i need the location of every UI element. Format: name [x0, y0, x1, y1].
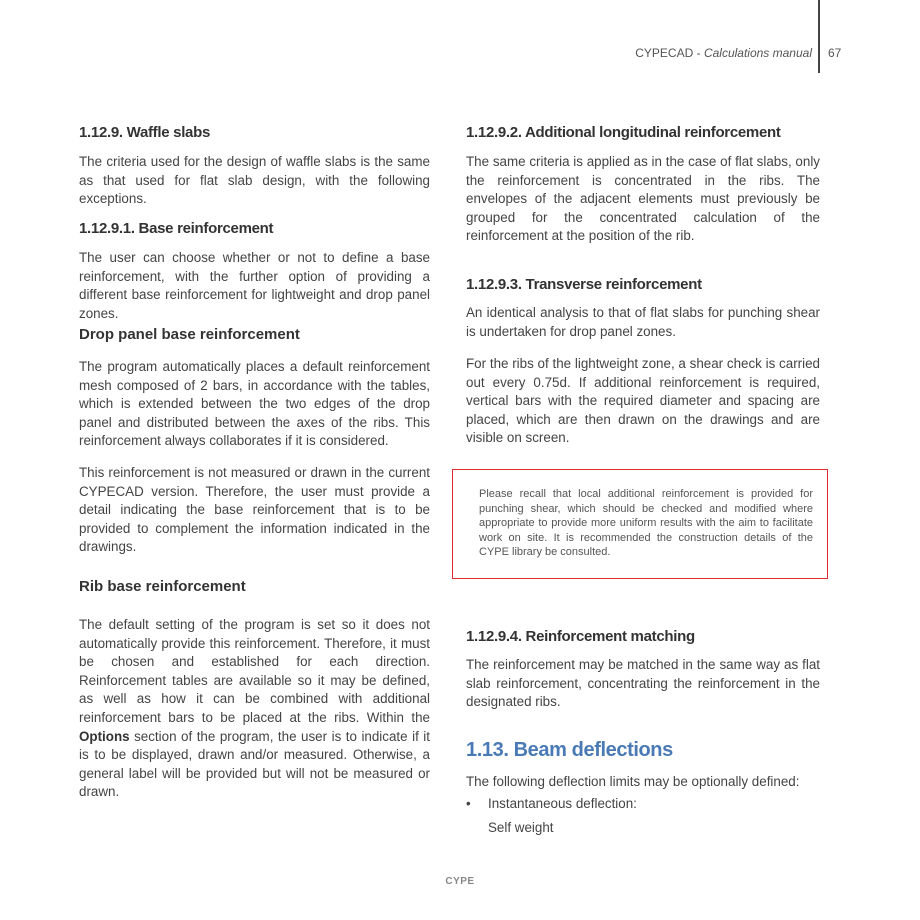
heading-drop-panel: Drop panel base reinforcement — [79, 326, 300, 343]
note-box — [452, 469, 828, 579]
bullet-item: Instantaneous deflection: — [488, 796, 637, 811]
paragraph: The same criteria is applied as in the case of flat slabs, only the reinforcement is concentrated in the ribs. The envelopes of the adjacent elements must previously be grouped for the concentrated calculation of the reinforcement at the position of the rib. — [466, 154, 820, 244]
paragraph: This reinforcement is not measured or drawn in the current CYPECAD version. Therefore, the user must provide a detail indicating the base reinforcement that is to be provided to complement the information indicated in the drawings. — [79, 465, 430, 555]
paragraph: The following deflection limits may be optionally defined: — [466, 774, 800, 789]
footer-brand: CYPE — [445, 876, 475, 887]
bullet-icon: • — [466, 796, 471, 811]
paragraph: The user can choose whether or not to define a base reinforcement, with the further option of providing a different base reinforcement for lightweight and drop panel zones. — [79, 250, 430, 321]
heading-waffle-slabs: 1.12.9. Waffle slabs — [79, 124, 211, 141]
running-header — [635, 46, 812, 60]
heading-additional-longitudinal: 1.12.9.2. Additional longitudinal reinforcement — [466, 124, 781, 141]
paragraph: The reinforcement may be matched in the same way as flat slab reinforcement, concentrating the reinforcement in the designated ribs. — [466, 657, 820, 710]
header-title: CYPECAD - — [635, 46, 704, 60]
paragraph: The program automatically places a default reinforcement mesh composed of 2 bars, in accordance with the tables, which is extended between the two edges of the drop panel and distributed between the axes of the ribs. This reinforcement always collaborates if it is considered. — [79, 359, 430, 449]
text: The default setting of the program is set so it does not automatically provide this reinforcement. Therefore, it must be chosen and established for each direction. Reinforcement tables are available so it may be defined, as well as how it can be combined with additional reinforcement bars to be placed at the ribs. Within the — [79, 617, 430, 725]
header-divider — [818, 0, 820, 73]
heading-transverse: 1.12.9.3. Transverse reinforcement — [466, 276, 702, 293]
options-term: Options — [79, 728, 130, 744]
header-subtitle: Calculations manual — [703, 46, 812, 60]
heading-reinforcement-matching: 1.12.9.4. Reinforcement matching — [466, 628, 695, 645]
page-number: 67 — [828, 46, 842, 60]
text: section of the program, the user is to indicate if it is to be displayed, drawn and/or measured. Otherwise, a general label will be provided but will not be measured or drawn. — [79, 728, 430, 800]
sub-item: Self weight — [488, 820, 554, 835]
paragraph: The criteria used for the design of waffle slabs is the same as that used for flat slab design, with the following exceptions. — [79, 154, 430, 207]
paragraph — [79, 616, 430, 802]
heading-rib-base: Rib base reinforcement — [79, 578, 246, 595]
note-text: Please recall that local additional reinforcement is provided for punching shear, which should be checked and modified where appropriate to provide more uniform results with the aim to facilitate work on site. It is recommended the construction details of the CYPE library be consulted. — [479, 488, 813, 559]
paragraph: An identical analysis to that of flat slabs for punching shear is undertaken for drop panel zones. — [466, 305, 820, 339]
section-heading-beam-deflections: 1.13. Beam deflections — [466, 739, 673, 761]
paragraph: For the ribs of the lightweight zone, a shear check is carried out every 0.75d. If additional reinforcement is required, vertical bars with the required diameter and spacing are placed, which are then drawn on the drawings and are visible on screen. — [466, 356, 820, 446]
heading-base-reinforcement: 1.12.9.1. Base reinforcement — [79, 220, 274, 237]
